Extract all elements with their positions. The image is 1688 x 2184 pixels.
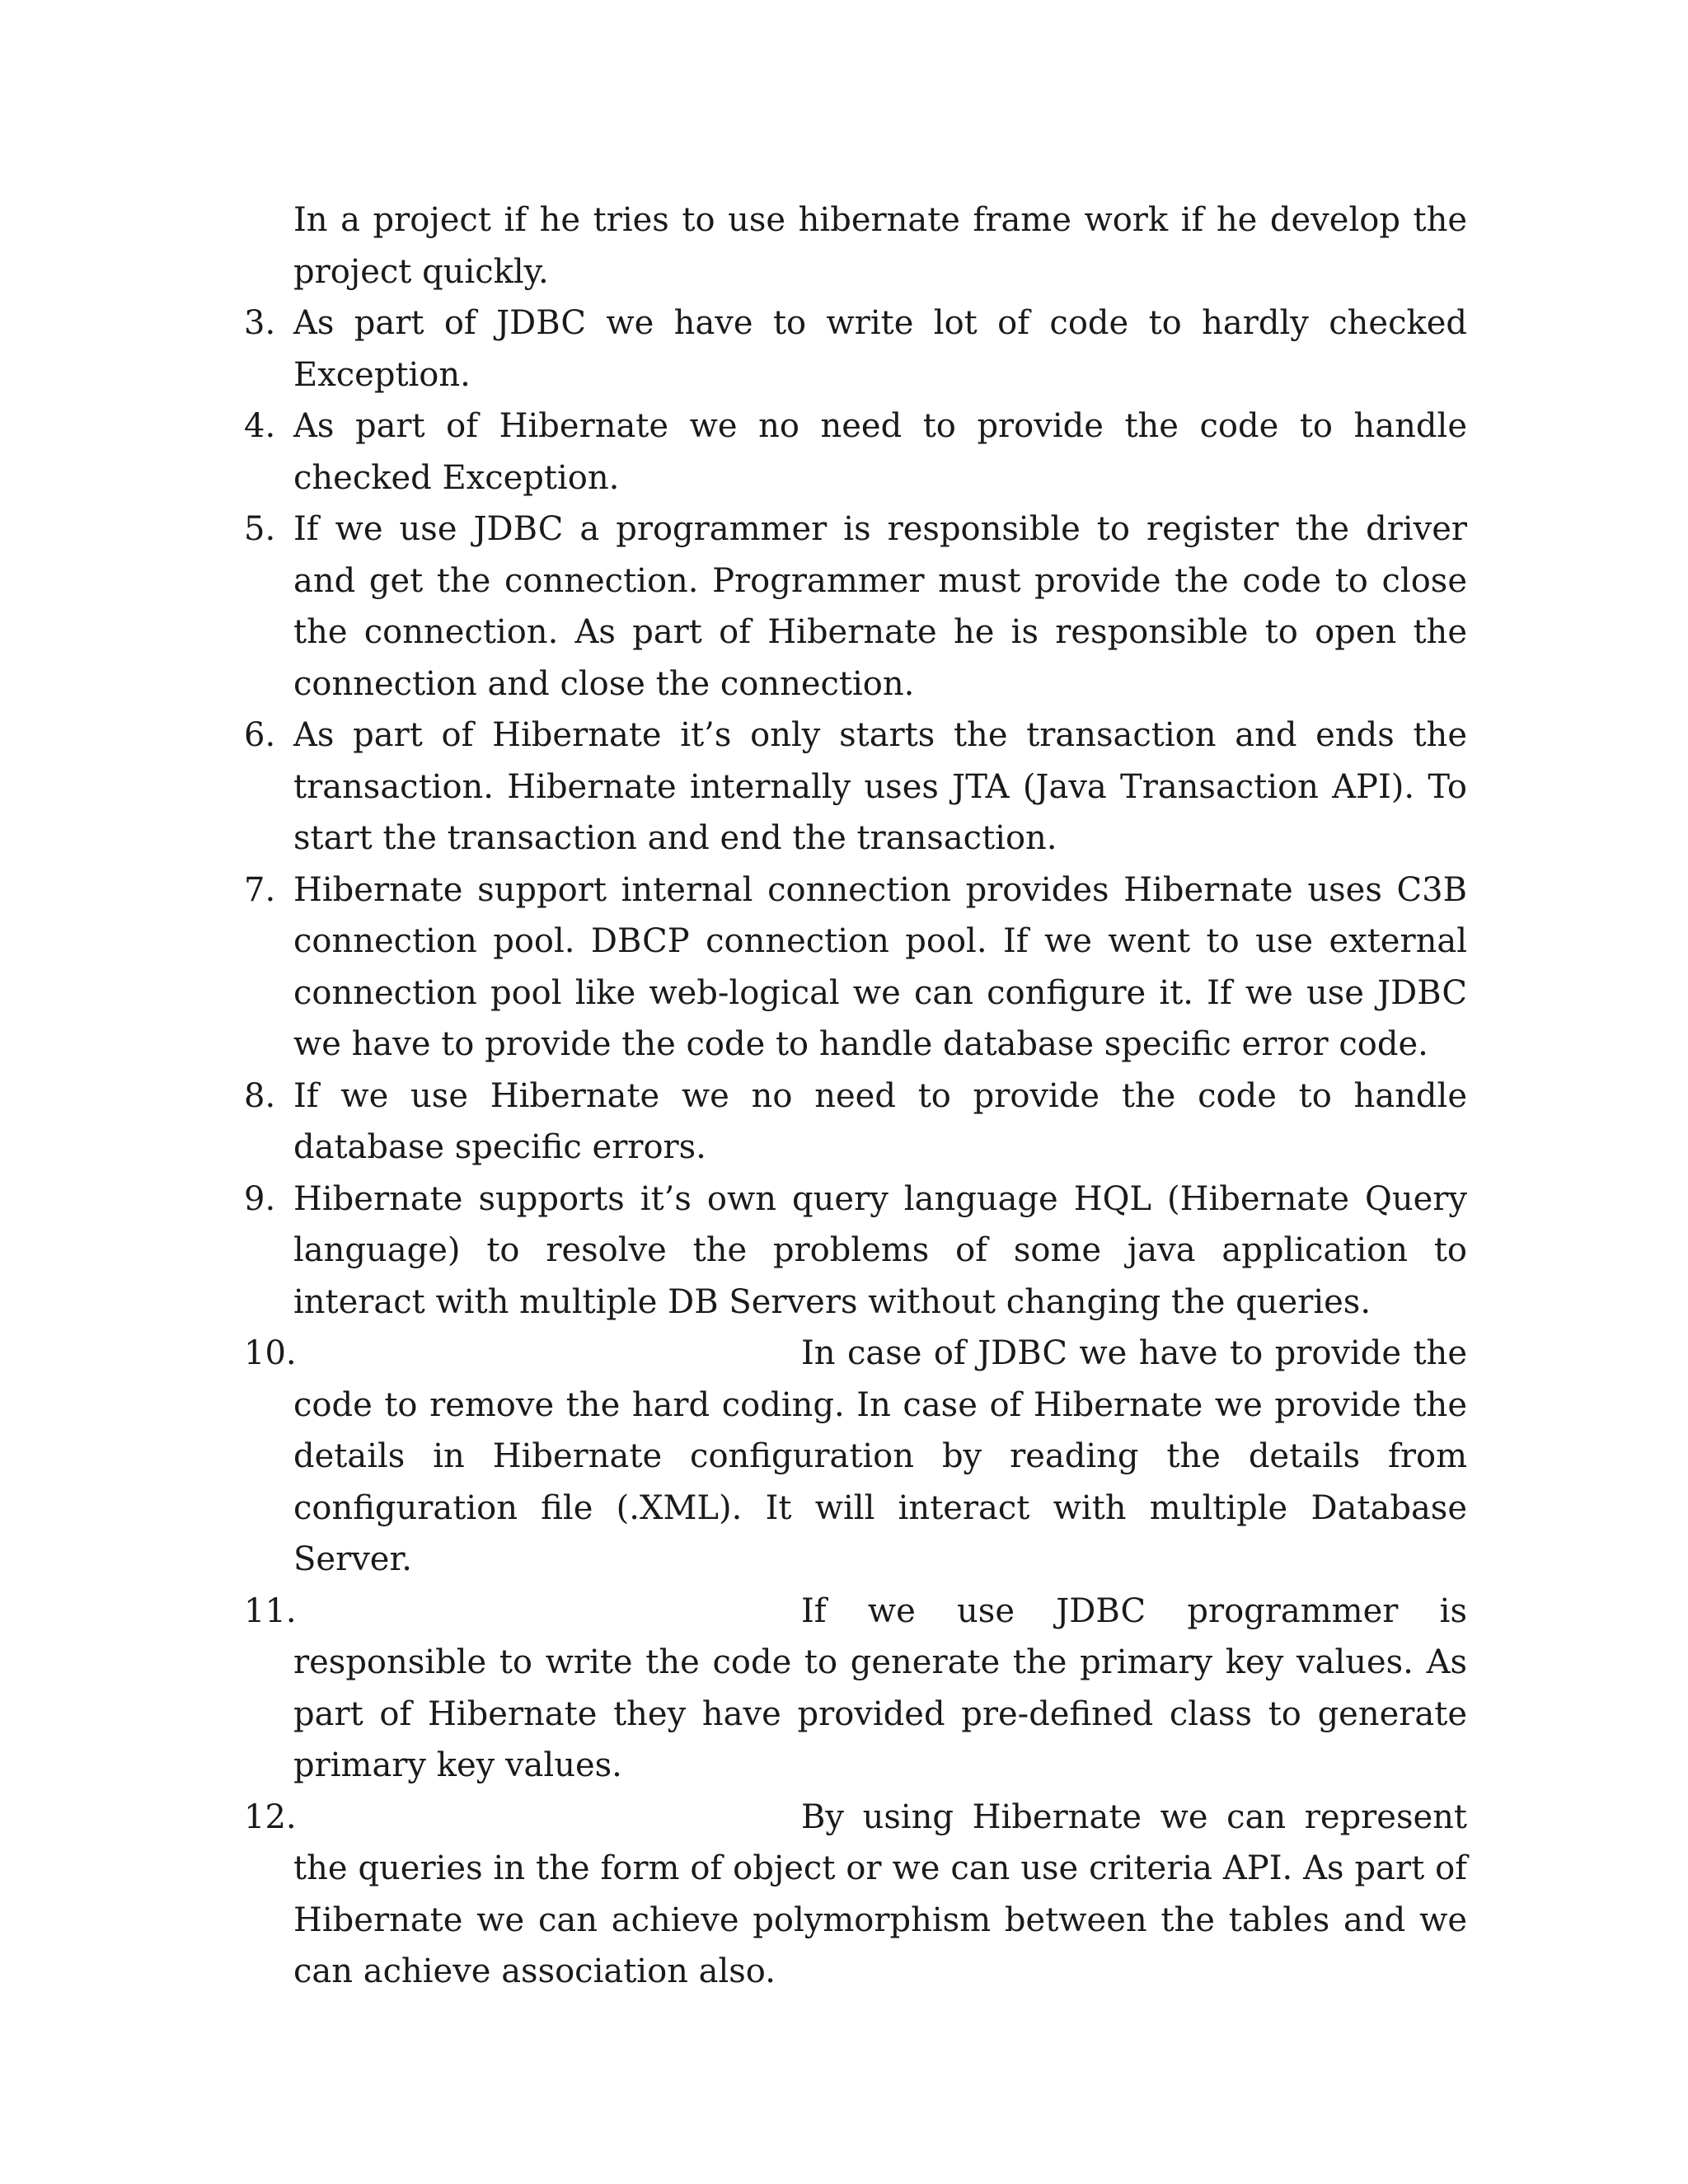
list-item-9 (244, 1174, 1467, 1329)
item-number: 12. (244, 1797, 297, 1836)
item-text: As part of Hibernate we no need to provide the code to handle checked Exception. (293, 407, 1467, 497)
item-text: Hibernate supports it’s own query language HQL (Hibernate Query language) to resolve the problems of some java application to interact with multiple DB Servers without changing the queries. (293, 1179, 1467, 1321)
list-item-7 (244, 865, 1467, 1071)
document-content (244, 194, 1467, 1998)
intro-paragraph: In a project if he tries to use hibernate frame work if he develop the project quickly. (293, 201, 1467, 291)
list-item-10 (244, 1328, 1467, 1586)
item-text: In case of JDBC we have to provide the code to remove the hard coding. In case of Hibernate we provide the details in Hibernate configuration by reading the details from configuration file (.XML). It will interact with multiple Database Server. (293, 1334, 1467, 1578)
item-text: As part of Hibernate it’s only starts the transaction and ends the transaction. Hibernate internally uses JTA (Java Transaction API). To start the transaction and end the transaction. (293, 716, 1467, 857)
list-item-5 (244, 504, 1467, 710)
item-number: 5. (244, 510, 276, 548)
list-item-6 (244, 710, 1467, 865)
item-number: 9. (244, 1179, 276, 1218)
item-text: As part of JDBC we have to write lot of code to hardly checked Exception. (293, 304, 1467, 394)
item-number: 4. (244, 407, 276, 445)
item-number: 8. (244, 1076, 276, 1115)
item-number: 7. (244, 870, 276, 909)
item-number: 6. (244, 716, 276, 754)
list-item-8 (244, 1071, 1467, 1174)
item-text: By using Hibernate we can represent the queries in the form of object or we can use criteria API. As part of Hibernate we can achieve polymorphism between the tables and we can achieve association also. (293, 1797, 1467, 1990)
item-number: 10. (244, 1334, 297, 1372)
item-text: If we use Hibernate we no need to provide the code to handle database specific errors. (293, 1076, 1467, 1166)
list-item-4 (244, 401, 1467, 504)
item-text: Hibernate support internal connection provides Hibernate uses C3B connection pool. DBCP connection pool. If we went to use external connection pool like web-logical we can configure it. If we use JDBC we have to provide the code to handle database specific error code. (293, 870, 1467, 1063)
item-number: 3. (244, 304, 276, 342)
list-item-3 (244, 298, 1467, 401)
list-item-12 (244, 1792, 1467, 1998)
list-item-11 (244, 1586, 1467, 1792)
item-number: 11. (244, 1591, 297, 1630)
item-text: If we use JDBC programmer is responsible to write the code to generate the primary key values. As part of Hibernate they have provided pre-defined class to generate primary key values. (293, 1591, 1467, 1784)
item-text: If we use JDBC a programmer is responsible to register the driver and get the connection. Programmer must provide the code to close the connection. As part of Hibernate he is responsible to open the connection and close the connection. (293, 510, 1467, 703)
